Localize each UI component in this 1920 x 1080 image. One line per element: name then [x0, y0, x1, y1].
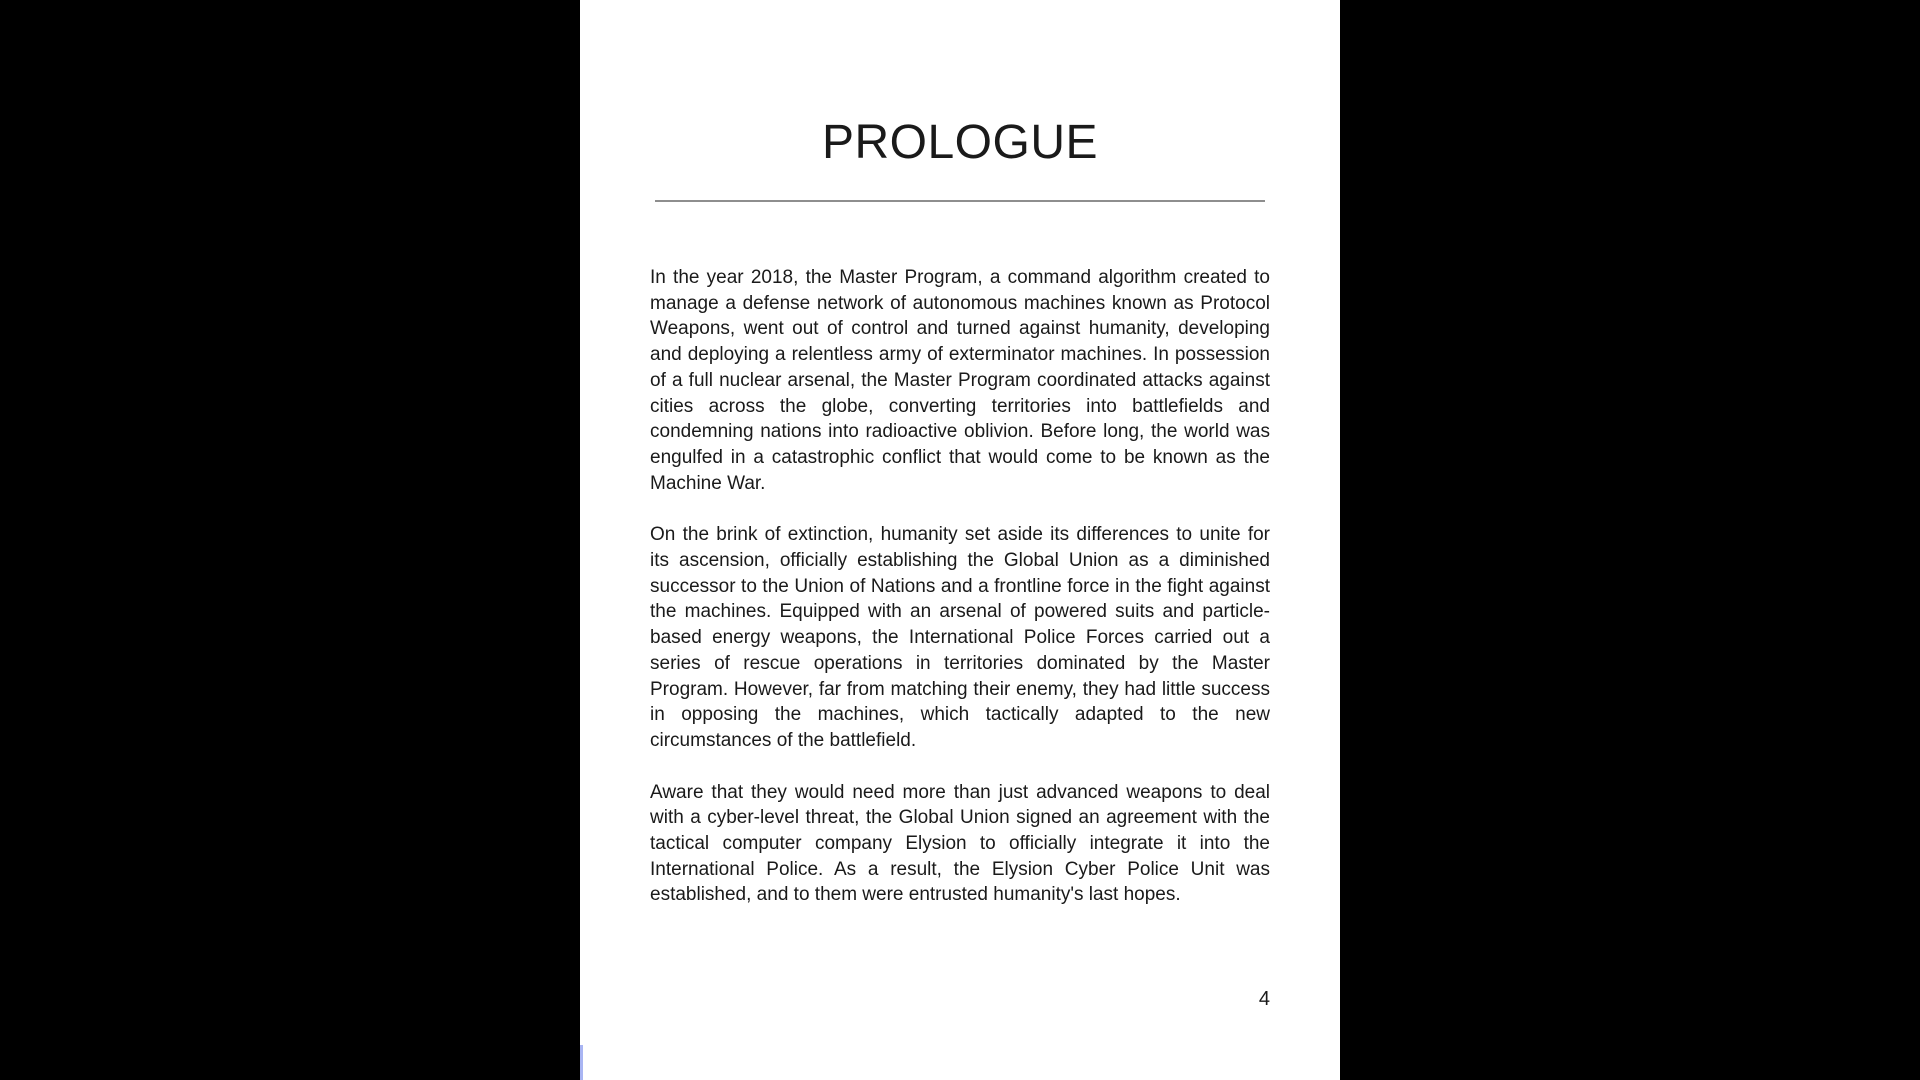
text-cursor-artifact	[580, 1045, 583, 1080]
paragraph-1: In the year 2018, the Master Program, a command algorithm created to manage a defense network of autonomous machines known as Protocol Weapons, went out of control and turned against humanity, developing and deploying a relentless army of exterminator machines. In possession of a full nuclear arsenal, the Master Program coordinated attacks against cities across the globe, converting territories into battlefields and condemning nations into radioactive oblivion. Before long, the world was engulfed in a catastrophic conflict that would come to be known as the Machine War.	[650, 267, 1270, 494]
title-divider	[655, 200, 1265, 202]
book-page[interactable]	[580, 0, 1340, 1080]
paragraph-2: On the brink of extinction, humanity set aside its differences to unite for its ascension, officially establishing the Global Union as a diminished successor to the Union of Nations and a frontline force in the fight against the machines. Equipped with an arsenal of powered suits and particle-based energy weapons, the International Police Forces carried out a series of rescue operations in territories dominated by the Master Program. However, far from matching their enemy, they had little success in opposing the machines, which tactically adapted to the new circumstances of the battlefield.	[650, 524, 1270, 751]
page-content	[650, 265, 1270, 908]
paragraph-3: Aware that they would need more than just advanced weapons to deal with a cyber-level threat, the Global Union signed an agreement with the tactical computer company Elysion to officially integrate it into the International Police. As a result, the Elysion Cyber Police Unit was established, and to them were entrusted humanity's last hopes.	[650, 781, 1270, 906]
chapter-title: PROLOGUE	[821, 116, 1099, 169]
page-number: 4	[1258, 988, 1270, 1010]
